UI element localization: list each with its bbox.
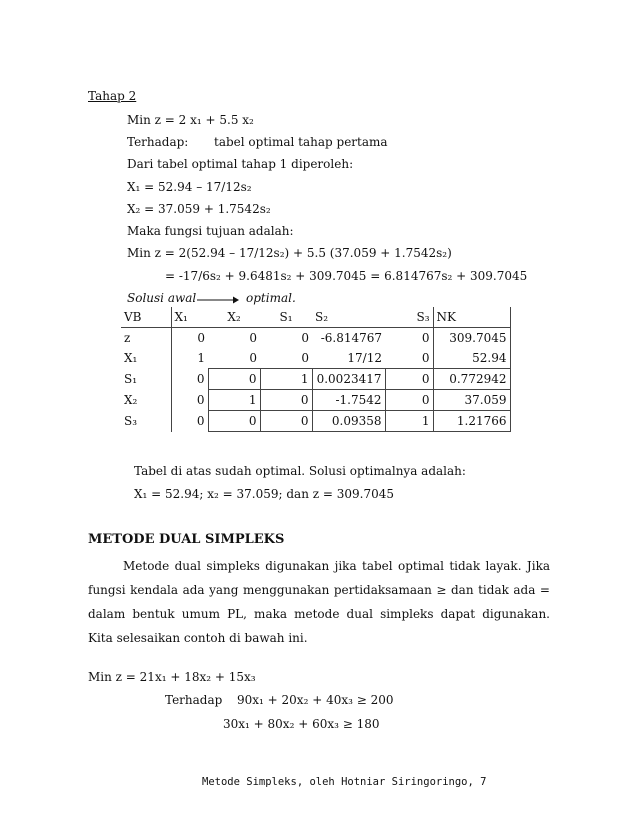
table-cell: 1 <box>385 411 433 432</box>
table-row <box>121 328 510 349</box>
table-header: X₁ <box>171 307 208 328</box>
objective-simplified: = -17/6s₂ + 9.6481s₂ + 309.7045 = 6.814767s₂ + 309.7045 <box>165 269 528 283</box>
table-row <box>121 411 510 432</box>
table-cell: 17/12 <box>347 351 382 365</box>
table-cell: 0 <box>385 390 433 411</box>
table-cell: 0 <box>208 411 260 432</box>
optimal-label: optimal. <box>246 291 296 305</box>
table-row <box>121 390 510 411</box>
table-cell: 0.772942 <box>433 369 510 390</box>
table-row <box>121 348 510 369</box>
objective-substituted: Min z = 2(52.94 – 17/12s₂) + 5.5 (37.059 + 1.7542s₂) <box>127 246 452 260</box>
example-constraint-2: 30x₁ + 80x₂ + 60x₃ ≥ 180 <box>223 717 380 731</box>
table-cell: z <box>121 328 171 349</box>
table-header: S₁ <box>279 310 293 324</box>
table-cell: 1 <box>260 369 312 390</box>
example-terhadap-label: Terhadap <box>165 693 223 707</box>
table-cell: 0 <box>385 369 433 390</box>
objective-line: Min z = 2 x₁ + 5.5 x₂ <box>127 113 254 127</box>
table-cell: X₁ <box>124 351 138 366</box>
table-cell: 52.94 <box>433 348 510 369</box>
section-heading-tahap: Tahap 2 <box>88 89 137 103</box>
section-title: METODE DUAL SIMPLEKS <box>88 532 285 547</box>
table-cell: S₃ <box>124 414 138 428</box>
example-objective: Min z = 21x₁ + 18x₂ + 15x₃ <box>88 670 256 684</box>
paragraph-line: Metode dual simpleks digunakan jika tabel optimal tidak layak. Jika <box>123 559 550 573</box>
page-footer: Metode Simpleks, oleh Hotniar Siringoringo, 7 <box>202 776 487 788</box>
solusi-awal-label: Solusi awal <box>127 291 197 305</box>
table-cell: 0 <box>208 369 260 390</box>
table-header: NK <box>433 307 510 328</box>
paragraph-line: fungsi kendala ada yang menggunakan pertidaksamaan ≥ dan tidak ada = <box>88 583 550 597</box>
table-cell: 0 <box>260 411 312 432</box>
table-cell: 0 <box>249 351 257 365</box>
table-cell: -6.814767 <box>312 328 385 349</box>
table-cell: -1.7542 <box>312 390 385 411</box>
table-cell: 1.21766 <box>433 411 510 432</box>
derivation-intro: Dari tabel optimal tahap 1 diperoleh: <box>127 157 354 171</box>
table-cell: 1 <box>208 390 260 411</box>
table-header: X₂ <box>227 310 241 324</box>
table-cell: 0 <box>171 411 208 432</box>
example-constraint-1: 90x₁ + 20x₂ + 40x₃ ≥ 200 <box>237 693 394 707</box>
table-cell: 0 <box>421 351 430 365</box>
table-header: S₃ <box>416 310 430 324</box>
paragraph-line: dalam bentuk umum PL, maka metode dual simpleks dapat digunakan. <box>88 607 550 621</box>
table-cell: 0 <box>260 328 312 349</box>
table-cell: 0.09358 <box>312 411 385 432</box>
table-cell: 1 <box>171 348 208 369</box>
terhadap-label: Terhadap: <box>127 135 189 149</box>
table-cell: 0 <box>171 328 208 349</box>
table-row <box>121 369 510 390</box>
table-cell: 0 <box>260 390 312 411</box>
table-cell: 0 <box>171 390 208 411</box>
table-cell: 0.0023417 <box>312 369 385 390</box>
table-cell: 0 <box>171 369 208 390</box>
x2-expression: X₂ = 37.059 + 1.7542s₂ <box>127 202 271 216</box>
terhadap-value: tabel optimal tahap pertama <box>214 135 388 149</box>
table-cell: 0 <box>301 351 309 365</box>
objective-intro: Maka fungsi tujuan adalah: <box>127 224 294 238</box>
table-header: S₂ <box>315 310 329 324</box>
optimal-solution: X₁ = 52.94; x₂ = 37.059; dan z = 309.7045 <box>134 487 394 501</box>
table-header: VB <box>124 310 142 324</box>
right-arrow-icon <box>197 295 239 305</box>
table-cell: 0 <box>208 328 260 349</box>
optimal-conclusion: Tabel di atas sudah optimal. Solusi optimalnya adalah: <box>134 464 466 478</box>
table-cell: 309.7045 <box>433 328 510 349</box>
x1-expression: X₁ = 52.94 – 17/12s₂ <box>127 180 252 194</box>
simplex-table <box>121 307 511 432</box>
table-cell: 0 <box>385 328 433 349</box>
table-cell: S₁ <box>124 372 138 386</box>
table-header-row <box>121 307 510 328</box>
paragraph-line: Kita selesaikan contoh di bawah ini. <box>88 631 308 645</box>
table-cell: X₂ <box>124 393 138 407</box>
table-cell: 37.059 <box>433 390 510 411</box>
